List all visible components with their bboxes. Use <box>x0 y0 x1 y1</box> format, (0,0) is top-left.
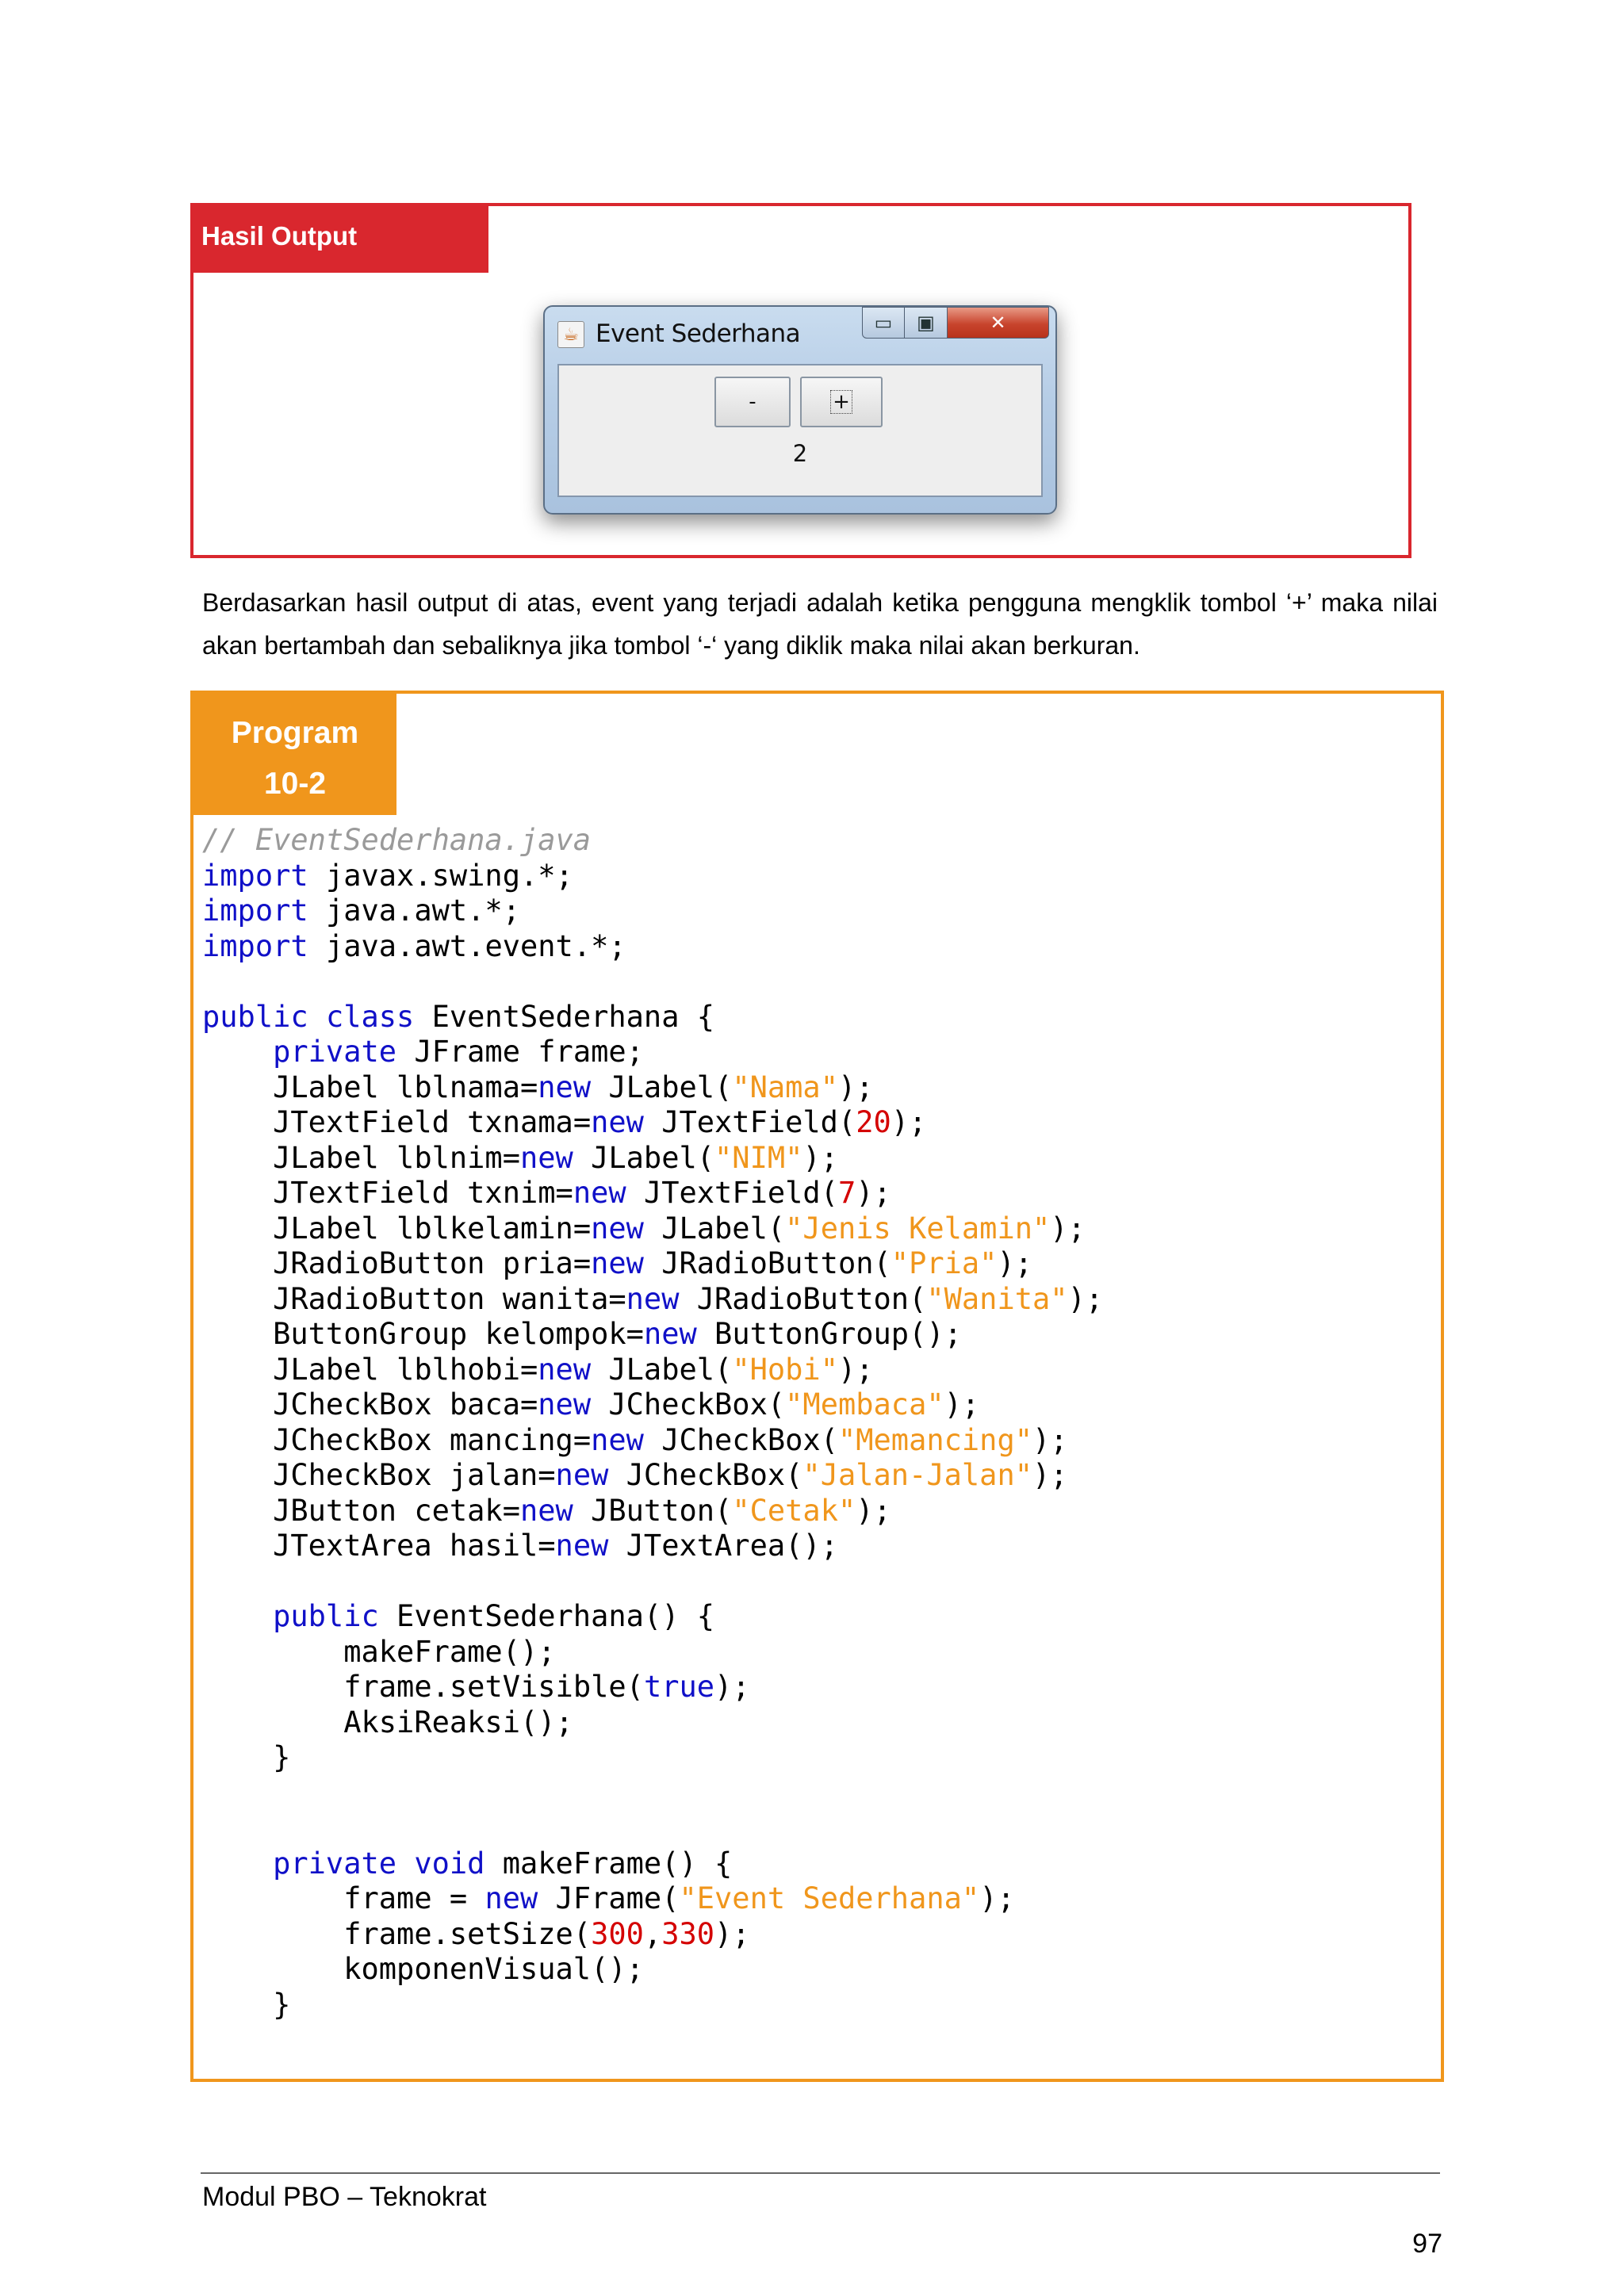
code-line: JTextArea hasil=new JTextArea(); <box>273 1529 838 1563</box>
code-line: JRadioButton wanita=new JRadioButton("Wanita"); <box>273 1281 1104 1316</box>
event-window-screenshot <box>543 305 1057 515</box>
code-line: frame.setVisible(true); <box>343 1670 750 1704</box>
program-label <box>193 694 396 815</box>
close-icon[interactable]: ✕ <box>948 307 1049 339</box>
code-line: } <box>202 1740 291 1774</box>
window-title: Event Sederhana <box>596 320 801 348</box>
code-line: makeFrame(); <box>343 1634 556 1669</box>
code-line <box>202 1776 1103 1812</box>
window-content <box>557 364 1043 497</box>
minimize-icon[interactable]: ▭ <box>862 307 905 339</box>
code-line: JLabel lblhobi=new JLabel("Hobi"); <box>273 1352 874 1387</box>
window-controls <box>862 307 1049 340</box>
code-line: JButton cetak=new JButton("Cetak"); <box>273 1493 891 1528</box>
plus-button[interactable] <box>800 377 883 427</box>
explanation-paragraph: Berdasarkan hasil output di atas, event yang terjadi adalah ketika pengguna mengklik tombol ‘+’ maka nilai akan bertambah dan sebaliknya jika tombol ‘-‘ yang diklik maka nilai akan berkuran. <box>202 588 1438 660</box>
code-line: public class EventSederhana { <box>202 999 715 1034</box>
code-line: import java.awt.*; <box>202 894 520 928</box>
code-line: JCheckBox jalan=new JCheckBox("Jalan-Jalan"); <box>273 1458 1068 1492</box>
output-panel-label: Hasil Output <box>193 206 488 273</box>
code-line: public EventSederhana() { <box>273 1599 715 1633</box>
code-line: JRadioButton pria=new JRadioButton("Pria"); <box>273 1246 1033 1280</box>
code-line: komponenVisual(); <box>343 1952 644 1986</box>
maximize-icon[interactable]: ▣ <box>905 307 948 339</box>
code-line: // EventSederhana.java <box>202 823 592 857</box>
plus-button-label: + <box>830 390 852 414</box>
code-line <box>202 964 1103 1000</box>
code-line: ButtonGroup kelompok=new ButtonGroup(); <box>273 1317 962 1351</box>
program-panel <box>190 691 1444 2082</box>
footer-divider <box>201 2172 1440 2174</box>
program-label-number: 10-2 <box>263 767 327 801</box>
counter-value: 2 <box>792 440 808 467</box>
code-line <box>202 1564 1103 1600</box>
code-line: JCheckBox baca=new JCheckBox("Membaca"); <box>273 1387 980 1422</box>
java-icon: ☕ <box>557 321 584 348</box>
page-number: 97 <box>1412 2229 1442 2259</box>
code-line: import javax.swing.*; <box>202 858 573 893</box>
code-line: } <box>202 1987 291 2022</box>
code-line: import java.awt.event.*; <box>202 928 626 963</box>
code-line <box>202 1811 1103 1846</box>
footer-title: Modul PBO – Teknokrat <box>202 2182 487 2212</box>
code-line: JLabel lblnama=new JLabel("Nama"); <box>273 1070 874 1104</box>
code-line: private void makeFrame() { <box>273 1846 733 1881</box>
code-listing <box>202 823 1103 2022</box>
code-line: AksiReaksi(); <box>343 1705 573 1739</box>
code-line: JLabel lblnim=new JLabel("NIM"); <box>273 1140 838 1175</box>
program-label-title: Program <box>231 716 359 750</box>
output-panel <box>190 203 1411 558</box>
code-line: JLabel lblkelamin=new JLabel("Jenis Kelamin"); <box>273 1211 1086 1246</box>
code-line: JCheckBox mancing=new JCheckBox("Memancing"); <box>273 1422 1068 1457</box>
code-line: JTextField txnama=new JTextField(20); <box>273 1105 927 1139</box>
code-line: frame = new JFrame("Event Sederhana"); <box>343 1881 1015 1915</box>
code-line: JTextField txnim=new JTextField(7); <box>273 1176 891 1210</box>
code-line: private JFrame frame; <box>273 1035 644 1069</box>
code-line: frame.setSize(300,330); <box>343 1916 750 1951</box>
minus-button[interactable]: - <box>714 377 791 427</box>
